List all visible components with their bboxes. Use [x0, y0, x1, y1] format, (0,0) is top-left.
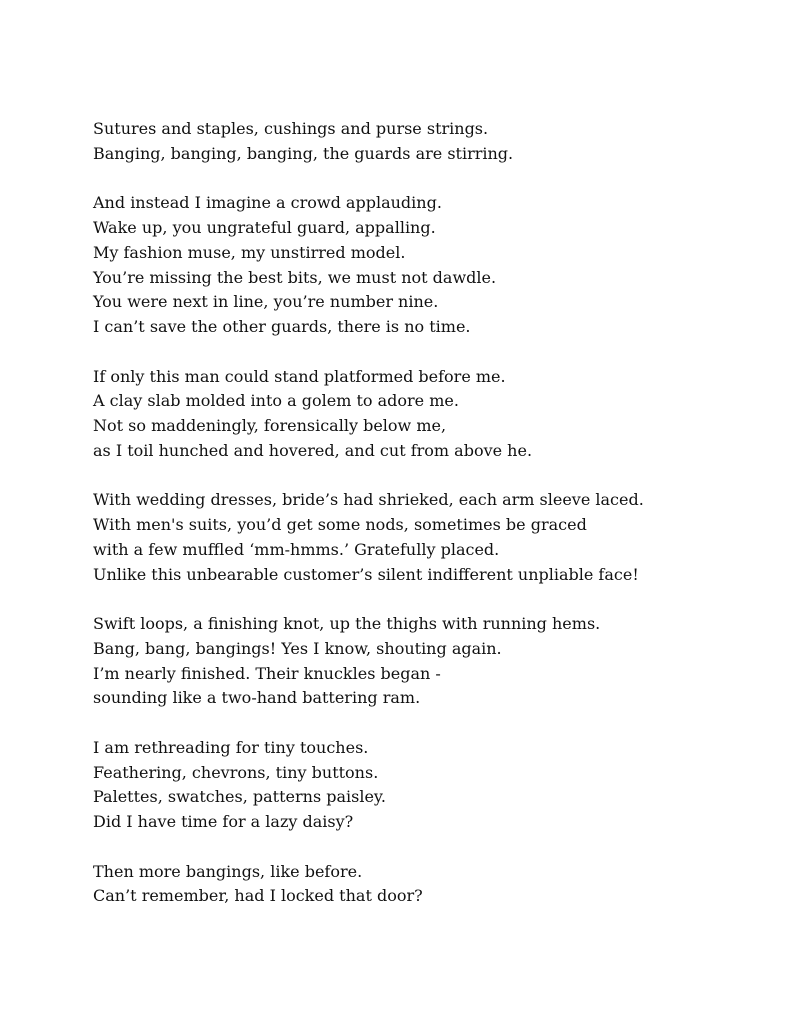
poem-line: I can’t save the other guards, there is no time. — [93, 317, 471, 336]
poem-line: With men's suits, you’d get some nods, sometimes be graced — [93, 515, 587, 534]
poem-line: Palettes, swatches, patterns paisley. — [93, 787, 386, 807]
poem-line: Sutures and staples, cushings and purse strings. — [93, 119, 489, 138]
poem-line: Then more bangings, like before. — [93, 861, 363, 881]
poem-line: Unlike this unbearable customer’s silent indifferent unpliable face! — [93, 564, 639, 584]
stanza-7 — [93, 860, 753, 910]
poem-line: If only this man could stand platformed before me. — [93, 366, 506, 386]
poem-line: with a few muffled ‘mm-hmms.’ Gratefully placed. — [93, 539, 500, 559]
poem-line: With wedding dresses, bride’s had shrieked, each arm sleeve laced. — [93, 490, 644, 510]
poem-line: I am rethreading for tiny touches. — [93, 737, 369, 757]
poem-line: Can’t remember, had I locked that door? — [93, 886, 423, 906]
poem-line: Feathering, chevrons, tiny buttons. — [93, 762, 379, 782]
poem-line: as I toil hunched and hovered, and cut from above he. — [93, 440, 533, 460]
stanza-1 — [93, 117, 753, 167]
poem-line: You were next in line, you’re number nine. — [93, 292, 439, 312]
poem-line: You’re missing the best bits, we must not dawdle. — [93, 267, 497, 287]
poem-line: Wake up, you ungrateful guard, appalling. — [93, 218, 436, 237]
poem-line: Did I have time for a lazy daisy? — [93, 812, 354, 831]
stanza-2 — [93, 191, 753, 340]
stanza-3 — [93, 365, 753, 464]
poem-line: sounding like a two-hand battering ram. — [93, 688, 421, 708]
poem-line: Not so maddeningly, forensically below me, — [93, 416, 447, 435]
poem-line: Banging, banging, banging, the guards are stirring. — [93, 143, 514, 163]
stanza-4 — [93, 488, 753, 587]
stanza-6 — [93, 736, 753, 835]
poem — [93, 117, 753, 934]
poem-line: Bang, bang, bangings! Yes I know, shouting again. — [93, 638, 502, 658]
poem-line: A clay slab molded into a golem to adore me. — [93, 391, 459, 411]
poem-line: I’m nearly finished. Their knuckles began - — [93, 663, 441, 683]
poem-line: My fashion muse, my unstirred model. — [93, 242, 406, 262]
poem-line: Swift loops, a finishing knot, up the thighs with running hems. — [93, 614, 601, 633]
stanza-5 — [93, 612, 753, 711]
poem-line: And instead I imagine a crowd applauding. — [93, 193, 442, 213]
